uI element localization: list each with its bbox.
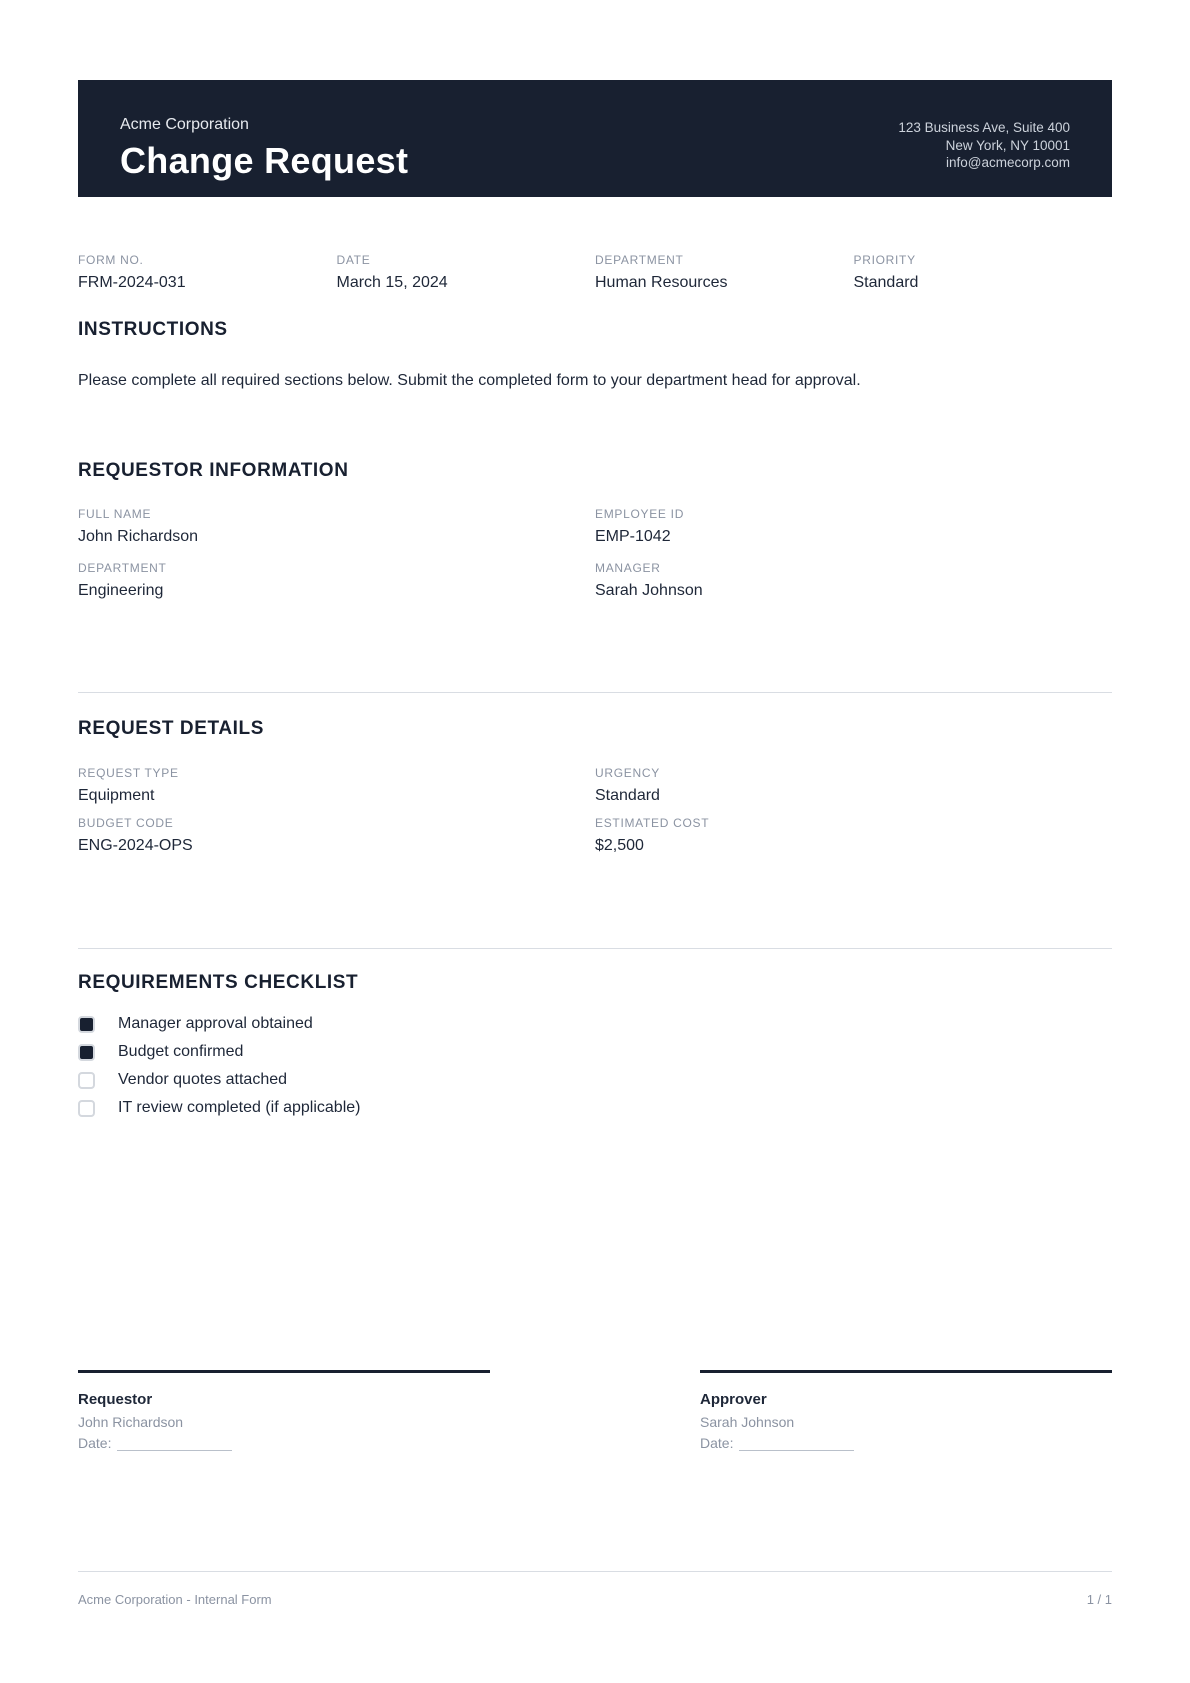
requirements-checklist <box>78 1015 1112 1117</box>
meta-date-value: March 15, 2024 <box>336 274 448 291</box>
checklist-item-manager-approval <box>78 1015 1112 1033</box>
estimated-cost-label: ESTIMATED COST <box>595 816 710 830</box>
meta-department-value: Human Resources <box>595 274 728 291</box>
field-request-type <box>78 766 595 805</box>
meta-date <box>337 253 596 292</box>
field-estimated-cost <box>595 816 1112 855</box>
signature-name: John Richardson <box>78 1414 184 1430</box>
meta-department <box>595 253 854 292</box>
date-blank-line[interactable] <box>117 1437 232 1451</box>
full-name-value: John Richardson <box>78 528 199 545</box>
meta-priority <box>854 253 1113 292</box>
requirements-checklist-heading: REQUIREMENTS CHECKLIST <box>78 972 359 993</box>
address-line-1: 123 Business Ave, Suite 400 <box>898 120 1070 135</box>
address-line-3: info@acmecorp.com <box>946 155 1070 170</box>
company-name: Acme Corporation <box>120 116 249 133</box>
meta-priority-value: Standard <box>853 274 919 291</box>
employee-id-value: EMP-1042 <box>595 528 671 545</box>
department-value: Engineering <box>78 582 164 599</box>
page-number: 1 / 1 <box>1086 1592 1112 1607</box>
manager-value: Sarah Johnson <box>595 582 703 599</box>
urgency-value: Standard <box>595 787 660 804</box>
signature-date-row <box>78 1435 490 1451</box>
department-label: DEPARTMENT <box>78 561 167 575</box>
checkbox-unchecked-icon[interactable] <box>78 1072 95 1089</box>
meta-form-no <box>78 253 337 292</box>
field-department <box>78 561 595 600</box>
company-address <box>898 116 1070 172</box>
meta-form-no-value: FRM-2024-031 <box>78 274 186 291</box>
document-title: Change Request <box>120 140 409 181</box>
checklist-item-budget-confirmed <box>78 1043 1112 1061</box>
date-label: Date: <box>78 1435 112 1451</box>
address-line-2: New York, NY 10001 <box>945 137 1070 153</box>
field-budget-code <box>78 816 595 855</box>
signature-block-requestor <box>78 1370 490 1451</box>
field-urgency <box>595 766 1112 805</box>
signature-section <box>78 1370 1112 1451</box>
signature-name: Sarah Johnson <box>700 1414 795 1430</box>
checklist-item-label: IT review completed (if applicable) <box>118 1099 361 1116</box>
instructions-heading: INSTRUCTIONS <box>78 319 228 340</box>
signature-role: Approver <box>700 1391 767 1408</box>
employee-id-label: EMPLOYEE ID <box>595 507 685 521</box>
field-full-name <box>78 507 595 546</box>
request-type-value: Equipment <box>78 787 155 804</box>
request-details-heading: REQUEST DETAILS <box>78 718 264 739</box>
document-header <box>78 80 1112 197</box>
section-divider <box>78 948 1112 949</box>
full-name-label: FULL NAME <box>78 507 152 521</box>
checklist-item-label: Manager approval obtained <box>118 1015 313 1032</box>
manager-label: MANAGER <box>595 561 661 575</box>
page-footer <box>78 1571 1112 1607</box>
signature-block-approver <box>700 1370 1112 1451</box>
checklist-item-it-review <box>78 1099 1112 1117</box>
budget-code-label: BUDGET CODE <box>78 816 174 830</box>
signature-date-row <box>700 1435 1112 1451</box>
estimated-cost-value: $2,500 <box>595 837 644 854</box>
date-blank-line[interactable] <box>739 1437 854 1451</box>
requestor-information-fields <box>78 507 1112 600</box>
checkbox-unchecked-icon[interactable] <box>78 1100 95 1117</box>
requestor-information-heading: REQUESTOR INFORMATION <box>78 460 349 481</box>
signature-role: Requestor <box>78 1391 153 1408</box>
field-employee-id <box>595 507 1112 546</box>
checklist-item-label: Vendor quotes attached <box>118 1071 288 1088</box>
meta-date-label: DATE <box>336 253 371 267</box>
section-divider <box>78 692 1112 693</box>
urgency-label: URGENCY <box>595 766 660 780</box>
request-type-label: REQUEST TYPE <box>78 766 179 780</box>
instructions-body: Please complete all required sections below. Submit the completed form to your department head for approval. <box>78 372 861 389</box>
request-details-fields <box>78 766 1112 855</box>
meta-form-no-label: FORM NO. <box>78 253 144 267</box>
form-meta-row <box>78 253 1112 292</box>
checkbox-checked-icon[interactable] <box>78 1044 95 1061</box>
field-manager <box>595 561 1112 600</box>
meta-priority-label: PRIORITY <box>853 253 916 267</box>
checklist-item-vendor-quotes <box>78 1071 1112 1089</box>
budget-code-value: ENG-2024-OPS <box>78 837 193 854</box>
meta-department-label: DEPARTMENT <box>595 253 684 267</box>
header-left <box>120 116 408 179</box>
footer-left-text: Acme Corporation - Internal Form <box>78 1592 272 1607</box>
checkbox-checked-icon[interactable] <box>78 1016 95 1033</box>
checklist-item-label: Budget confirmed <box>118 1043 244 1060</box>
date-label: Date: <box>700 1435 734 1451</box>
